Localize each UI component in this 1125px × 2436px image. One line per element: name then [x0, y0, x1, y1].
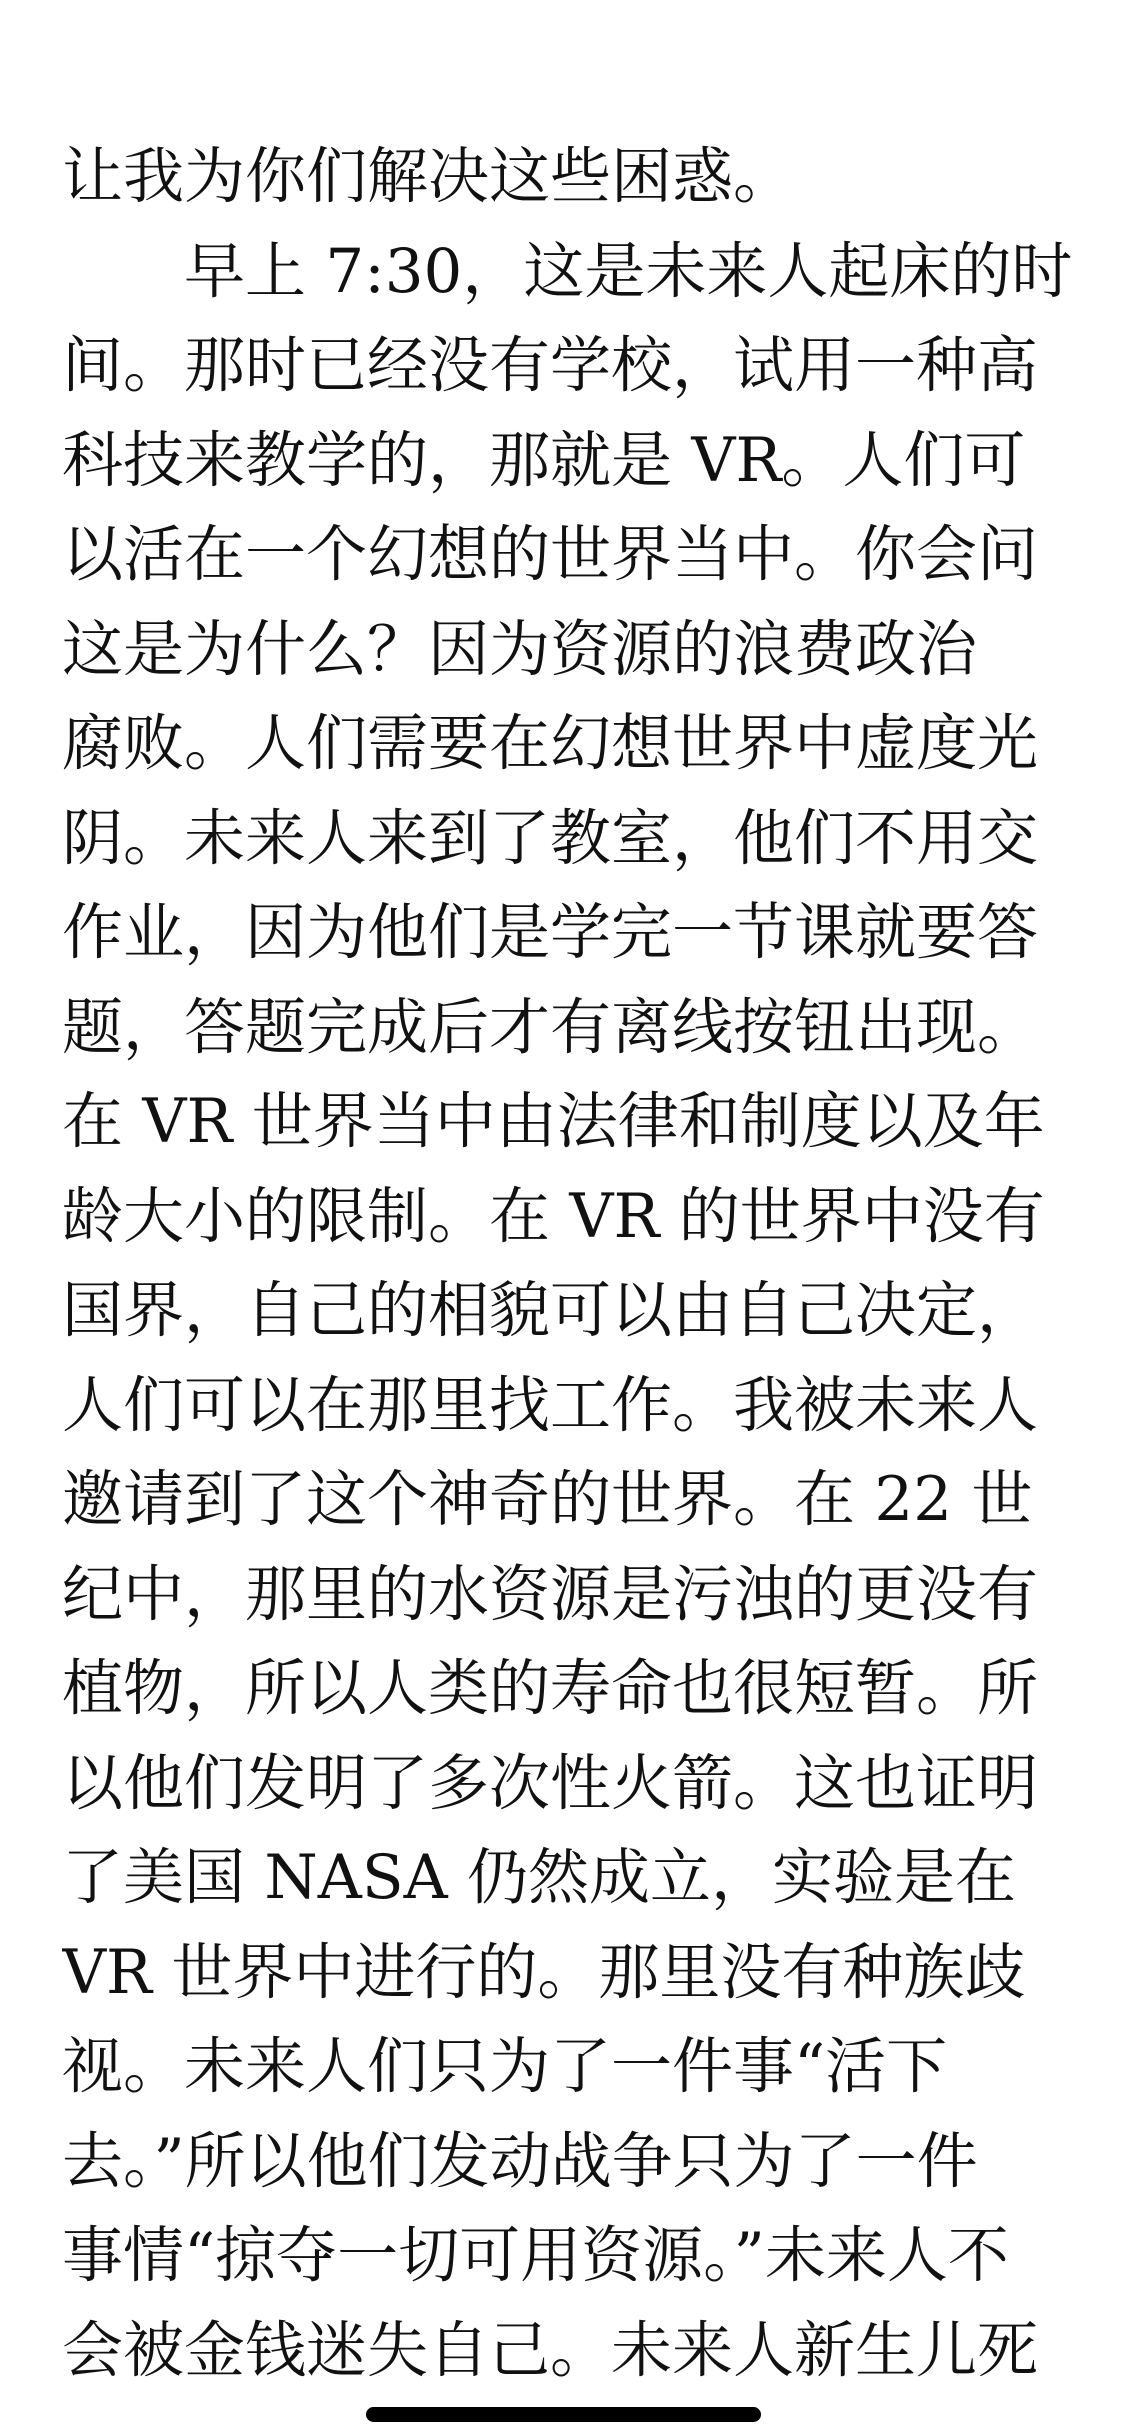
- text-line: 题，答题完成后才有离线按钮出现。: [62, 991, 1039, 1063]
- text-line: 纪中，那里的水资源是污浊的更没有: [62, 1558, 1039, 1630]
- text-line: 植物，所以人类的寿命也很短暂。所: [62, 1653, 1039, 1724]
- text-line: 国界，自己的相貌可以由自己决定，: [62, 1275, 1039, 1346]
- text-line: 事情“掠夺一切可用资源。”未来人不: [62, 2220, 1009, 2291]
- text-line: 人们可以在那里找工作。我被未来人: [62, 1369, 1039, 1441]
- text-line: 邀请到了这个神奇的世界。在 22 世: [62, 1464, 1033, 1535]
- text-line: 阴。未来人来到了教室，他们不用交: [62, 802, 1039, 874]
- text-line: 作业，因为他们是学完一节课就要答: [62, 897, 1039, 968]
- text-line: 了美国 NASA 仍然成立，实验是在: [62, 1842, 1017, 1913]
- text-line: 视。未来人们只为了一件事“活下: [62, 2031, 948, 2102]
- home-indicator[interactable]: [366, 2407, 761, 2422]
- text-line: VR 世界中进行的。那里没有种族歧: [62, 1936, 1026, 2008]
- text-line: 以他们发明了多次性火箭。这也证明: [62, 1747, 1039, 1819]
- text-line: 去。”所以他们发动战争只为了一件: [62, 2125, 978, 2197]
- text-line: 以活在一个幻想的世界当中。你会问: [62, 519, 1039, 590]
- text-line: 在 VR 世界当中由法律和制度以及年: [62, 1086, 1045, 1157]
- article-body: [62, 130, 1072, 2398]
- text-line: 科技来教学的，那就是 VR。人们可: [62, 424, 1026, 496]
- text-line: 腐败。人们需要在幻想世界中虚度光: [62, 708, 1039, 779]
- text-line: 龄大小的限制。在 VR 的世界中没有: [62, 1180, 1045, 1252]
- text-line: 这是为什么？因为资源的浪费政治: [62, 613, 978, 685]
- text-line: 早上 7:30，这是未来人起床的时: [62, 235, 1072, 307]
- text-line: 让我为你们解决这些困惑。: [62, 141, 795, 212]
- text-line: 会被金钱迷失自己。未来人新生儿死: [62, 2314, 1039, 2386]
- text-line: 间。那时已经没有学校，试用一种高: [62, 330, 1039, 401]
